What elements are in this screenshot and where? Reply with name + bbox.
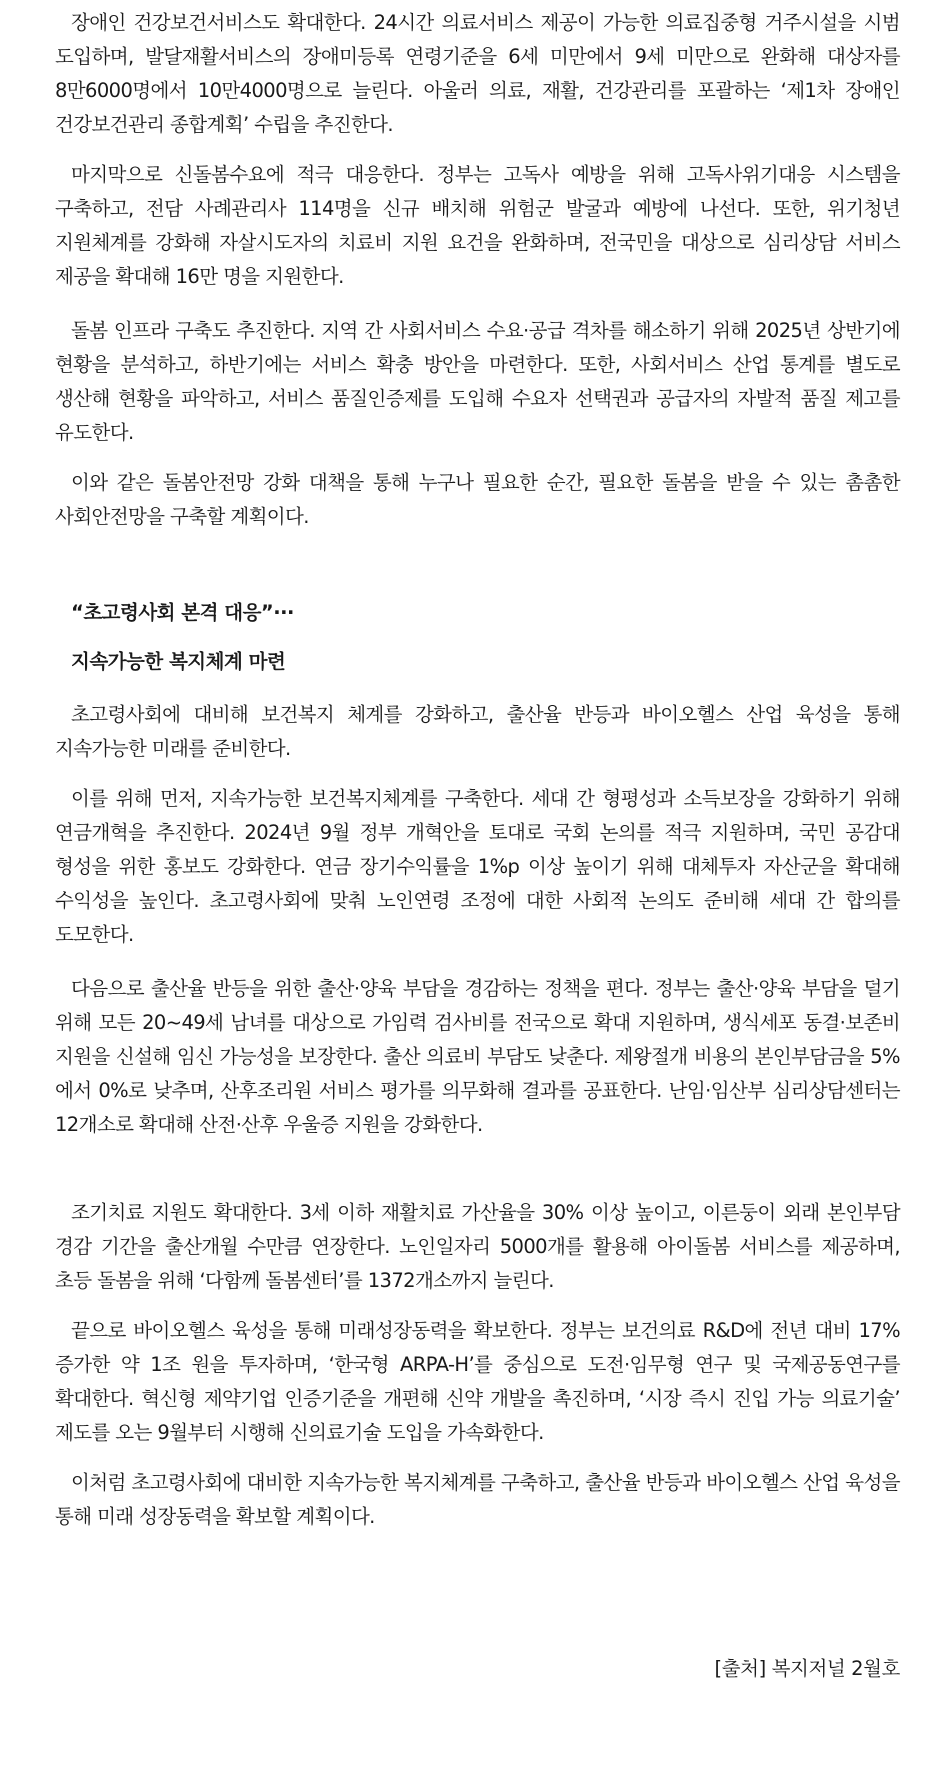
section-heading-line2: 지속가능한 복지체계 마련 [71, 650, 286, 673]
paragraph-super-aged-intro: 초고령사회에 대비해 보건복지 체계를 강화하고, 출산율 반등과 바이오헬스 산업 육성을 통해 지속가능한 미래를 준비한다. [55, 703, 900, 760]
source-credit: [출처] 복지저널 2월호 [714, 1657, 900, 1680]
paragraph-new-care-demand: 마지막으로 신돌봄수요에 적극 대응한다. 정부는 고독사 예방을 위해 고독사위기대응 시스템을 구축하고, 전담 사례관리사 114명을 신규 배치해 위험군 발굴과 예방에 나선다. 또한, 위기청년 지원체계를 강화해 자살시도자의 치료비 지원 요건을 완화하며, 전국민을 대상으로 심리상담 서비스 제공을 확대해 16만 명을 지원한다. [55, 163, 900, 288]
paragraph-closing: 이처럼 초고령사회에 대비한 지속가능한 복지체계를 구축하고, 출산율 반등과 바이오헬스 산업 육성을 통해 미래 성장동력을 확보할 계획이다. [55, 1471, 900, 1528]
paragraph-biohealth: 끝으로 바이오헬스 육성을 통해 미래성장동력을 확보한다. 정부는 보건의료 R&D에 전년 대비 17% 증가한 약 1조 원을 투자하며, ‘한국형 ARPA-H’를 중심으로 도전·임무형 연구 및 국제공동연구를 확대한다. 혁신형 제약기업 인증기준을 개편해 신약 개발을 촉진하며, ‘시장 즉시 진입 가능 의료기술’ 제도를 오는 9월부터 시행해 신의료기술 도입을 가속화한다. [55, 1319, 900, 1444]
paragraph-early-treatment: 조기치료 지원도 확대한다. 3세 이하 재활치료 가산율을 30% 이상 높이고, 이른둥이 외래 본인부담 경감 기간을 출산개월 수만큼 연장한다. 노인일자리 5000개를 활용해 아이돌봄 서비스를 제공하며, 초등 돌봄을 위해 ‘다함께 돌봄센터’를 1372개소까지 늘린다. [55, 1201, 900, 1292]
paragraph-birth-support: 다음으로 출산율 반등을 위한 출산·양육 부담을 경감하는 정책을 편다. 정부는 출산·양육 부담을 덜기 위해 모든 20~49세 남녀를 대상으로 가임력 검사비를 전국으로 확대 지원하며, 생식세포 동결·보존비 지원을 신설해 임신 가능성을 보장한다. 출산 의료비 부담도 낮춘다. 제왕절개 비용의 본인부담금을 5%에서 0%로 낮추며, 산후조리원 서비스 평가를 의무화해 결과를 공표한다. 난임·임산부 심리상담센터는 12개소로 확대해 산전·산후 우울증 지원을 강화한다. [55, 977, 900, 1136]
paragraph-pension-reform: 이를 위해 먼저, 지속가능한 보건복지체계를 구축한다. 세대 간 형평성과 소득보장을 강화하기 위해 연금개혁을 추진한다. 2024년 9월 정부 개혁안을 토대로 국회 논의를 적극 지원하며, 국민 공감대 형성을 위한 홍보도 강화한다. 연금 장기수익률을 1%p 이상 높이기 위해 대체투자 자산군을 확대해 수익성을 높인다. 초고령사회에 맞춰 노인연령 조정에 대한 사회적 논의도 준비해 세대 간 합의를 도모한다. [55, 787, 900, 946]
section-heading-line1: “초고령사회 본격 대응”··· [71, 601, 294, 624]
paragraph-safety-net-conclusion: 이와 같은 돌봄안전망 강화 대책을 통해 누구나 필요한 순간, 필요한 돌봄을 받을 수 있는 촘촘한 사회안전망을 구축할 계획이다. [55, 471, 900, 528]
paragraph-care-infrastructure: 돌봄 인프라 구축도 추진한다. 지역 간 사회서비스 수요·공급 격차를 해소하기 위해 2025년 상반기에 현황을 분석하고, 하반기에는 서비스 확충 방안을 마련한다. 또한, 사회서비스 산업 통계를 별도로 생산해 현황을 파악하고, 서비스 품질인증제를 도입해 수요자 선택권과 공급자의 자발적 품질 제고를 유도한다. [55, 319, 900, 444]
paragraph-disability-health: 장애인 건강보건서비스도 확대한다. 24시간 의료서비스 제공이 가능한 의료집중형 거주시설을 시범 도입하며, 발달재활서비스의 장애미등록 연령기준을 6세 미만에서 9세 미만으로 완화해 대상자를 8만6000명에서 10만4000명으로 늘린다. 아울러 의료, 재활, 건강관리를 포괄하는 ‘제1차 장애인 건강보건관리 종합계획’ 수립을 추진한다. [55, 11, 900, 136]
